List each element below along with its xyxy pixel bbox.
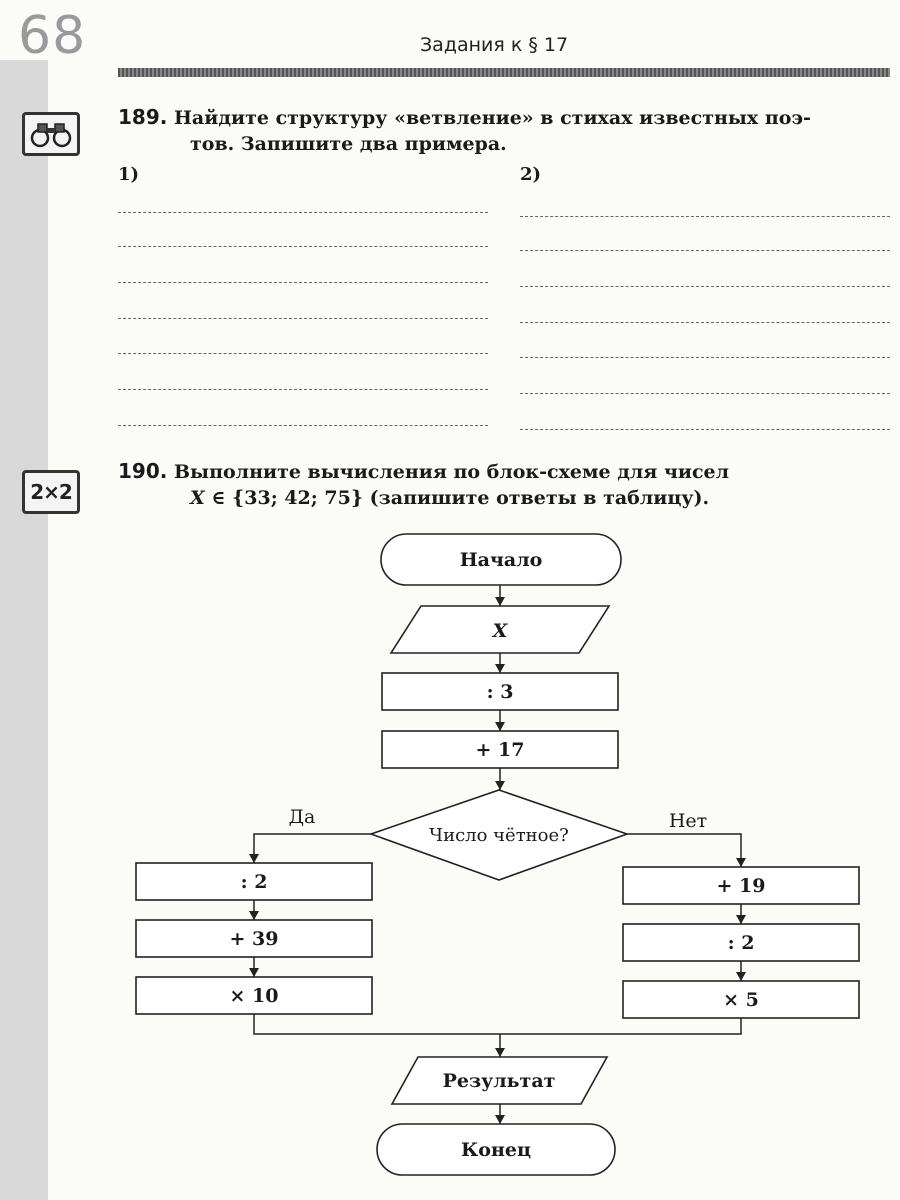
task-189-line1: Найдите структуру «ветвление» в стихах известных поэ- — [173, 107, 811, 129]
flowchart-yes-step-1-label: : 2 — [240, 871, 268, 893]
flowchart-step-add-17 — [382, 731, 618, 768]
flowchart-no-step-3-label: × 5 — [723, 989, 759, 1011]
flowchart-yes-step-1 — [136, 863, 372, 900]
flowchart-start — [381, 534, 621, 585]
task-189-number: 189. — [118, 105, 168, 129]
flowchart-input-label: X — [492, 620, 508, 642]
multiplication-icon-label: 2×2 — [30, 480, 72, 504]
task-190-number: 190. — [118, 459, 168, 483]
answer-label-1: 1) — [118, 164, 140, 185]
flowchart-input — [391, 606, 609, 653]
flowchart-no-label: Нет — [668, 810, 708, 832]
flowchart-condition — [371, 790, 627, 880]
flowchart-step2-label: + 17 — [475, 739, 525, 761]
flowchart-yes-step-3-label: × 10 — [229, 985, 279, 1007]
flowchart-output — [392, 1057, 607, 1104]
flowchart-end-label: Конец — [461, 1139, 531, 1161]
flowchart-no-step-1-label: + 19 — [716, 875, 766, 897]
flowchart-no-step-2 — [623, 924, 859, 961]
flowchart-step-divide-3 — [382, 673, 618, 710]
flowchart-no-step-1 — [623, 867, 859, 904]
flowchart-yes-step-2 — [136, 920, 372, 957]
flowchart-condition-label: Число чётное? — [429, 825, 569, 846]
page-header-title: Задания к § 17 — [420, 34, 569, 56]
flowchart-no-step-3 — [623, 981, 859, 1018]
page-number: 68 — [18, 6, 87, 66]
flowchart-no-step-2-label: : 2 — [727, 932, 755, 954]
flowchart-start-label: Начало — [459, 549, 543, 571]
task-189-line2: тов. Запишите два примера. — [190, 133, 507, 155]
flowchart-step1-label: : 3 — [486, 681, 514, 703]
flowchart-yes-step-2-label: + 39 — [229, 928, 279, 950]
task-190-variable: X — [190, 487, 205, 509]
flowchart-yes-step-3 — [136, 977, 372, 1014]
flowchart-output-label: Результат — [442, 1070, 556, 1092]
flowchart-yes-label: Да — [288, 806, 316, 828]
task-190-line2-rest: ∈ {33; 42; 75} (запишите ответы в таблицу). — [204, 487, 710, 509]
flowchart-end — [377, 1124, 615, 1175]
task-190-line1: Выполните вычисления по блок-схеме для чисел — [173, 461, 729, 483]
answer-label-2: 2) — [520, 164, 542, 185]
